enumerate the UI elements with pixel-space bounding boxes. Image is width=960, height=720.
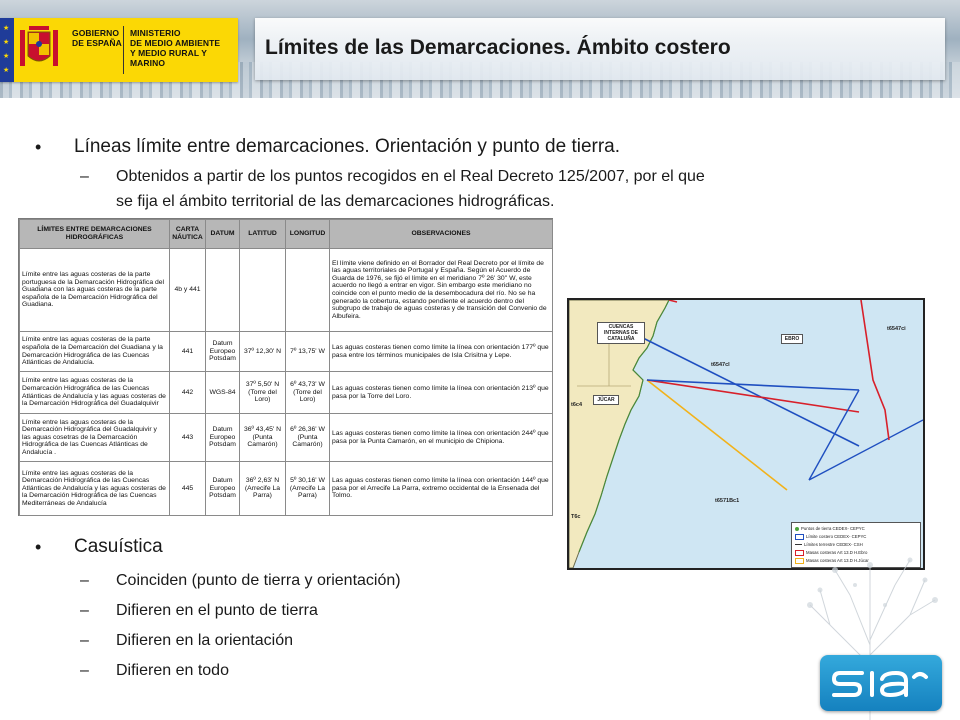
column-header: DATUM	[206, 220, 240, 249]
sub-bullet-text: Difieren en el punto de tierra	[116, 602, 318, 619]
government-logo	[0, 18, 238, 82]
dash-icon: –	[80, 632, 89, 649]
sub-bullet-text: se fija el ámbito territorial de las demarcaciones hidrográficas.	[116, 193, 555, 210]
table-cell: Límite entre las aguas costeras de la Demarcación Hidrográfica de las Cuencas Atlánticas de Andalucía y las aguas costeras de la Demarcación Hidrográfica del Guadalquivir	[20, 372, 170, 414]
legend-label: Límite costero CEDEX- CEPYC	[806, 534, 867, 540]
table-cell: 6º 43,73' W (Torre del Loro)	[286, 372, 330, 414]
dash-icon: –	[80, 168, 89, 185]
table-cell: 37º 12,30' N	[240, 332, 286, 372]
boundary-map	[567, 298, 925, 570]
column-header: LONGITUD	[286, 220, 330, 249]
map-label-ebro: EBRO	[781, 334, 803, 344]
table-row	[20, 332, 553, 372]
column-header: LÍMITES ENTRE DEMARCACIONES HIDROGRÁFICAS	[20, 220, 170, 249]
bullet-text: Líneas límite entre demarcaciones. Orientación y punto de tierra.	[74, 136, 621, 157]
table-cell: 6º 26,36' W (Punta Camarón)	[286, 414, 330, 462]
map-code-label: t6547ci	[887, 326, 906, 332]
logo-divider	[123, 26, 124, 74]
map-label-jucar: JÚCAR	[593, 395, 619, 405]
table-cell: Las aguas costeras tienen como límite la línea con orientación 144º que pasa por el Arrecife La Parra, extremo occidental de la Ensenada del Tolmo.	[330, 462, 553, 516]
table-row	[20, 372, 553, 414]
table-cell: 442	[170, 372, 206, 414]
map-label-cuencas: CUENCAS INTERNAS DE CATALUÑA	[597, 322, 645, 344]
sub-bullet-text: Difieren en todo	[116, 662, 229, 679]
table-cell: El límite viene definido en el Borrador del Real Decreto por el límite de las aguas territoriales de Portugal y España. Según el Acuerdo de Guarda de 1976, se fijó el límite en el meridiano 7º 26' 30'' W, este acuerdo no llegó a entrar en vigor. Sin embargo este meridiano no coincide con el punto medio de la desembocadura del río. No se ha generado la cobertura, estando pendiente el acuerdo dentro del subgrupo de trabajo de aguas costeras y de transición del Convenio de Albufeira.	[330, 249, 553, 332]
table-cell: 5º 30,16' W (Arrecife La Parra)	[286, 462, 330, 516]
ministry-label: MINISTERIO	[130, 28, 181, 38]
table-cell: Límite entre las aguas costeras de la parte portuguesa de la Demarcación Hidrográfica del Guadiana con las aguas costeras de la parte española de la Demarcación Hidrográfica del Guadiana.	[20, 249, 170, 332]
table-cell	[286, 249, 330, 332]
table-cell: WGS-84	[206, 372, 240, 414]
bullet-text: Casuística	[74, 536, 163, 557]
table-cell: Límite entre las aguas costeras de la Demarcación Hidrográfica de las Cuencas Atlánticas de Andalucía y las aguas costeras de la Demarcación Hidrográfica de las Cuencas Mediterráneas de Andalucía	[20, 462, 170, 516]
table-cell: 4b y 441	[170, 249, 206, 332]
dash-icon: –	[80, 662, 89, 679]
column-header: LATITUD	[240, 220, 286, 249]
table-row	[20, 462, 553, 516]
table-cell: Datum Europeo Potsdam	[206, 414, 240, 462]
table-cell	[240, 249, 286, 332]
table-cell: Límite entre las aguas costeras de la parte española de la Demarcación del Guadiana y la Demarcación Hidrográfica de las Cuencas Atlánticas de Andalucía.	[20, 332, 170, 372]
sia-logo-icon	[820, 655, 942, 711]
legend-item	[795, 534, 866, 540]
gov-label: DE ESPAÑA	[72, 38, 122, 48]
legend-item	[795, 526, 865, 531]
eu-flag-icon: ★ ★ ★ ★	[0, 18, 14, 82]
boundary-table	[19, 219, 553, 516]
column-header: OBSERVACIONES	[330, 220, 553, 249]
sub-bullet-text: Obtenidos a partir de los puntos recogidos en el Real Decreto 125/2007, por el que	[116, 168, 705, 185]
table-cell: Límite entre las aguas costeras de la Demarcación Hidrográfica del Guadalquivir y las aguas cosetras de la Demarcación Hidrográfica de las Cuencas Atlánticas de Andalucía .	[20, 414, 170, 462]
ministry-label: DE MEDIO AMBIENTE	[130, 38, 221, 48]
table-cell: Datum Europeo Potsdam	[206, 462, 240, 516]
coat-of-arms-icon	[18, 22, 60, 78]
table-cell: 445	[170, 462, 206, 516]
table-cell: Las aguas costeras tienen como límite la línea con orientación 213º que pasa por la Torre del Loro.	[330, 372, 553, 414]
legend-label: Masas costeras Art 13.D H.Ebro	[806, 550, 868, 556]
table-cell: Las aguas costeras tienen como límite la línea con orientación 177º que pasa entre los términos municipales de Isla Crisitna y Lepe.	[330, 332, 553, 372]
table-cell: 7º 13,75' W	[286, 332, 330, 372]
table-cell: 441	[170, 332, 206, 372]
table-cell: 36º 2,63' N (Arrecife La Parra)	[240, 462, 286, 516]
gov-label: GOBIERNO	[72, 28, 120, 38]
sia-logo	[820, 655, 942, 711]
map-code-label: t6c4	[571, 402, 583, 408]
table-cell: 443	[170, 414, 206, 462]
legend-label: Masas costeras Art 13.D H.Júcar	[806, 558, 869, 564]
table-row	[20, 249, 553, 332]
ministry-label: Y MEDIO RURAL Y MARINO	[130, 48, 207, 68]
title-box	[255, 18, 945, 80]
dash-icon: –	[80, 602, 89, 619]
table-cell	[206, 249, 240, 332]
point-swatch-icon	[795, 527, 799, 531]
table-cell: Las aguas costeras tienen como límite la línea con orientación 244º que pasa por la Punta Camarón, en el municipio de Chipiona.	[330, 414, 553, 462]
column-header: CARTA NÁUTICA	[170, 220, 206, 249]
table-cell: 36º 43,45' N (Punta Camarón)	[240, 414, 286, 462]
legend-label: Puntos de tierra CEDEX- CEPYC	[801, 526, 865, 531]
map-code-label: t6547cl	[711, 362, 730, 368]
dash-icon: –	[80, 572, 89, 589]
sub-bullet-text: Difieren en la orientación	[116, 632, 293, 649]
map-code-label: t6571Bc1	[715, 498, 740, 504]
legend-label: Límites terrestre CEDEX- CSH	[804, 542, 863, 547]
bullet-icon: •	[35, 537, 42, 557]
sub-bullet-text: Coinciden (punto de tierra y orientación)	[116, 572, 401, 589]
map-code-label: T6c	[571, 514, 581, 520]
table-cell: Datum Europeo Potsdam	[206, 332, 240, 372]
table-header-row	[20, 220, 553, 249]
bullet-icon: •	[35, 137, 42, 157]
boundary-table-image	[18, 218, 553, 516]
table-row	[20, 414, 553, 462]
table-cell: 37º 5,50' N (Torre del Loro)	[240, 372, 286, 414]
page-title: Límites de las Demarcaciones. Ámbito costero	[265, 36, 731, 59]
line-swatch-icon	[795, 534, 804, 540]
